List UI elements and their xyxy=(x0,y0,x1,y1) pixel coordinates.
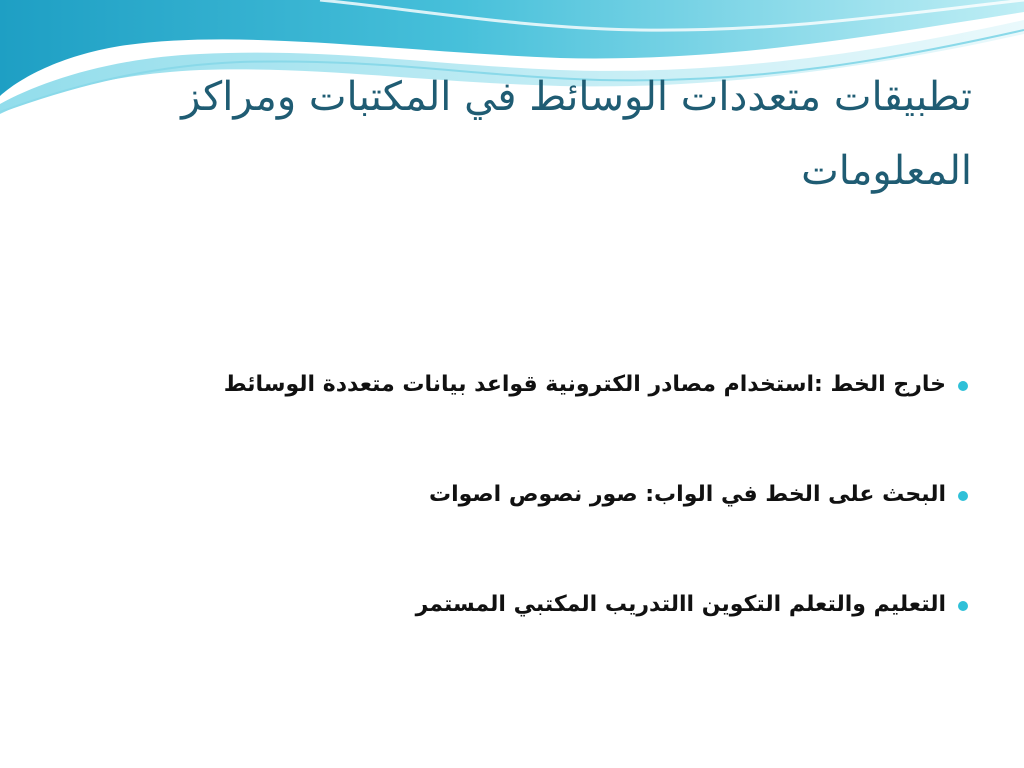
bullet-item xyxy=(86,582,946,692)
bullet-text: البحث على الخط في الواب: صور نصوص اصوات xyxy=(428,482,946,507)
bullet-dot-icon xyxy=(958,491,968,501)
bullet-text: خارج الخط :استخدام مصادر الكترونية قواعد بيانات متعددة الوسائط xyxy=(223,372,946,397)
bullet-item xyxy=(86,472,946,582)
bullet-text: التعليم والتعلم التكوين االتدريب المكتبي المستمر xyxy=(415,592,946,617)
bullet-dot-icon xyxy=(958,601,968,611)
bullet-dot-icon xyxy=(958,381,968,391)
slide-title: تطبيقات متعددات الوسائط في المكتبات ومراكز المعلومات xyxy=(181,74,972,194)
bullet-list xyxy=(86,362,946,692)
bullet-item xyxy=(86,362,946,472)
